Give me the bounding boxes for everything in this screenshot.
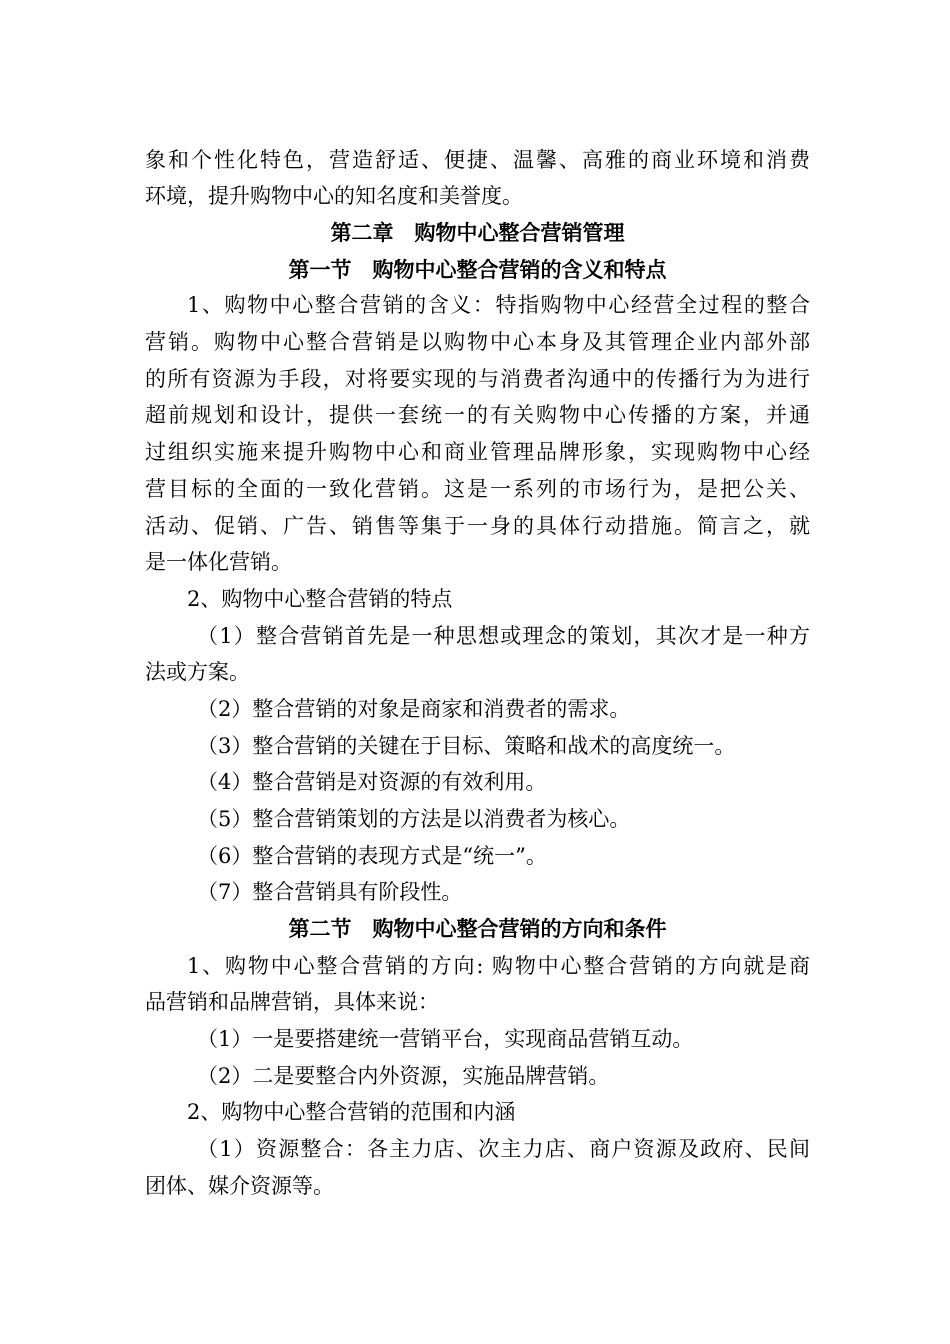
list-item: （5）整合营销策划的方法是以消费者为核心。 bbox=[197, 807, 631, 831]
list-item: （6）整合营销的表现方式是“统一”。 bbox=[197, 844, 547, 868]
list-item: （1）整合营销首先是一种思想或理念的策划，其次才是一种方 bbox=[197, 624, 810, 648]
paragraph-line: 1、购物中心整合营销的方向: 购物中心整合营销的方向就是商 bbox=[187, 954, 810, 978]
paragraph-line: 1、购物中心整合营销的含义：特指购物中心经营全过程的整合 bbox=[187, 293, 810, 317]
paragraph-line: 2、购物中心整合营销的特点 bbox=[187, 587, 453, 611]
section-heading: 第二节 购物中心整合营销的方向和条件 bbox=[288, 917, 667, 941]
paragraph-line: 过组织实施来提升购物中心和商业管理品牌形象，实现购物中心经 bbox=[145, 440, 810, 464]
list-item: （1）资源整合：各主力店、次主力店、商户资源及政府、民间 bbox=[197, 1137, 810, 1161]
list-item-continuation: 法或方案。 bbox=[145, 660, 250, 684]
list-item: （2）整合营销的对象是商家和消费者的需求。 bbox=[197, 697, 631, 721]
chapter-heading: 第二章 购物中心整合营销管理 bbox=[330, 221, 625, 245]
list-item: （3）整合营销的关键在于目标、策略和战术的高度统一。 bbox=[197, 734, 736, 758]
section-heading: 第一节 购物中心整合营销的含义和特点 bbox=[288, 258, 667, 282]
list-item-continuation: 团体、媒介资源等。 bbox=[145, 1174, 334, 1198]
paragraph-line: 的所有资源为手段，对将要实现的与消费者沟通中的传播行为为进行 bbox=[145, 367, 810, 391]
list-item: （4）整合营销是对资源的有效利用。 bbox=[197, 770, 547, 794]
paragraph-line: 营销。购物中心整合营销是以购物中心本身及其管理企业内部外部 bbox=[145, 330, 810, 354]
paragraph-line: 2、购物中心整合营销的范围和内涵 bbox=[187, 1100, 516, 1124]
paragraph-line: 营目标的全面的一致化营销。这是一系列的市场行为，是把公关、 bbox=[145, 477, 810, 501]
list-item: （7）整合营销具有阶段性。 bbox=[197, 880, 463, 904]
list-item: （1）一是要搭建统一营销平台，实现商品营销互动。 bbox=[197, 1027, 694, 1051]
paragraph-line: 是一体化营销。 bbox=[145, 550, 292, 574]
paragraph-line: 超前规划和设计，提供一套统一的有关购物中心传播的方案，并通 bbox=[145, 403, 810, 427]
paragraph-line: 活动、促销、广告、销售等集于一身的具体行动措施。简言之，就 bbox=[145, 514, 810, 538]
list-item: （2）二是要整合内外资源，实施品牌营销。 bbox=[197, 1064, 610, 1088]
paragraph-line: 象和个性化特色，营造舒适、便捷、温馨、高雅的商业环境和消费 bbox=[145, 148, 810, 172]
paragraph-line: 环境，提升购物中心的知名度和美誉度。 bbox=[145, 184, 523, 208]
paragraph-line: 品营销和品牌营销，具体来说： bbox=[145, 990, 439, 1014]
